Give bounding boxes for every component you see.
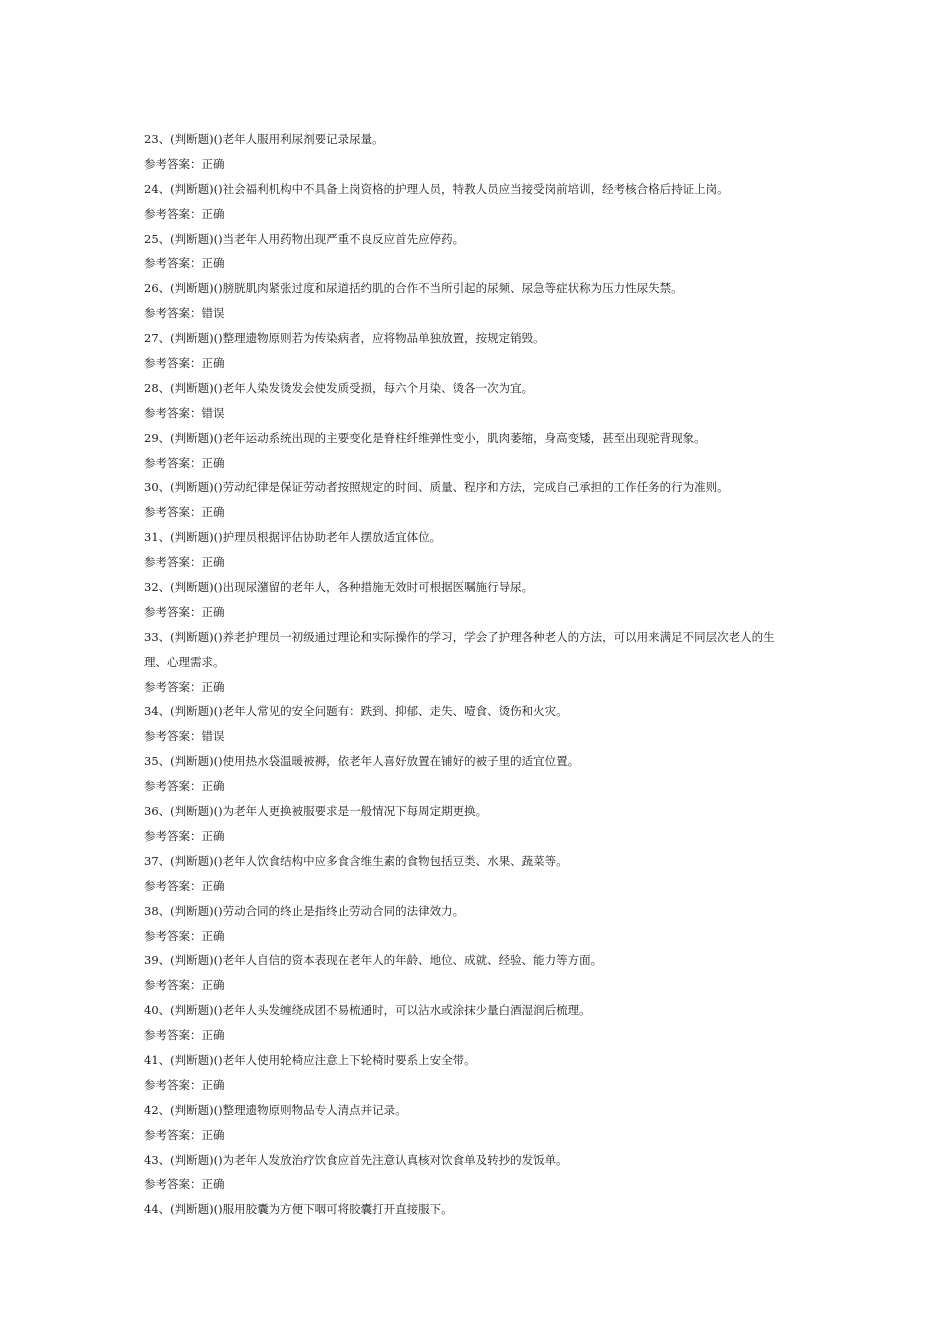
answer-text: 参考答案：正确 <box>144 455 225 470</box>
answer-text: 参考答案：正确 <box>144 878 225 893</box>
answer-text: 参考答案：正确 <box>144 156 225 171</box>
question-text: 38、(判断题)()劳动合同的终止是指终止劳动合同的法律效力。 <box>144 903 465 918</box>
question-text: 32、(判断题)()出现尿潴留的老年人，各种措施无效时可根据医嘱施行导尿。 <box>144 580 534 595</box>
answer-text: 参考答案：正确 <box>144 604 225 619</box>
question-text: 40、(判断题)()老年人头发缠绕成团不易梳通时，可以沾水或涂抹少量白酒湿润后梳理。 <box>144 1003 591 1018</box>
answer-text: 参考答案：正确 <box>144 256 225 271</box>
question-text: 29、(判断题)()老年运动系统出现的主要变化是脊柱纤维弹性变小，肌肉萎缩，身高变矮，甚至出现驼背现象。 <box>144 430 706 445</box>
answer-text: 参考答案：正确 <box>144 928 225 943</box>
answer-text: 参考答案：正确 <box>144 206 225 221</box>
answer-text: 参考答案：正确 <box>144 555 225 570</box>
answer-text: 参考答案：正确 <box>144 356 225 371</box>
question-text: 27、(判断题)()整理遗物原则若为传染病者，应将物品单独放置，按规定销毁。 <box>144 331 545 346</box>
answer-text: 参考答案：正确 <box>144 1127 225 1142</box>
question-text: 44、(判断题)()服用胶囊为方便下咽可将胶囊打开直接服下。 <box>144 1202 453 1217</box>
question-text: 35、(判断题)()使用热水袋温暖被褥，依老年人喜好放置在铺好的被子里的适宜位置。 <box>144 754 580 769</box>
answer-text: 参考答案：错误 <box>144 405 225 420</box>
question-text: 43、(判断题)()为老年人发放治疗饮食应首先注意认真核对饮食单及转抄的发饭单。 <box>144 1152 568 1167</box>
question-text: 31、(判断题)()护理员根据评估协助老年人摆放适宜体位。 <box>144 530 442 545</box>
answer-text: 参考答案：正确 <box>144 779 225 794</box>
answer-text: 参考答案：正确 <box>144 1177 225 1192</box>
answer-text: 参考答案：正确 <box>144 1077 225 1092</box>
question-text-continued: 理、心理需求。 <box>144 654 225 669</box>
question-text: 26、(判断题)()膀胱肌肉紧张过度和尿道括约肌的合作不当所引起的尿频、尿急等症状称为压力性尿失禁。 <box>144 281 683 296</box>
question-text: 42、(判断题)()整理遗物原则物品专人清点并记录。 <box>144 1102 407 1117</box>
question-text: 39、(判断题)()老年人自信的资本表现在老年人的年龄、地位、成就、经验、能力等方面。 <box>144 953 603 968</box>
question-text: 25、(判断题)()当老年人用药物出现严重不良反应首先应停药。 <box>144 231 465 246</box>
question-text: 36、(判断题)()为老年人更换被服要求是一般情况下每周定期更换。 <box>144 804 488 819</box>
answer-text: 参考答案：正确 <box>144 1028 225 1043</box>
answer-text: 参考答案：正确 <box>144 978 225 993</box>
answer-text: 参考答案：错误 <box>144 306 225 321</box>
question-text: 41、(判断题)()老年人使用轮椅应注意上下轮椅时要系上安全带。 <box>144 1052 476 1067</box>
question-text: 34、(判断题)()老年人常见的安全问题有：跌到、抑郁、走失、噎食、烫伤和火灾。 <box>144 704 568 719</box>
answer-text: 参考答案：错误 <box>144 729 225 744</box>
question-text: 23、(判断题)()老年人服用利尿剂要记录尿量。 <box>144 132 384 146</box>
answer-text: 参考答案：正确 <box>144 828 225 843</box>
question-text: 33、(判断题)()养老护理员一初级通过理论和实际操作的学习，学会了护理各种老人的方法，可以用来满足不同层次老人的生 <box>144 629 775 644</box>
question-text: 37、(判断题)()老年人饮食结构中应多食含维生素的食物包括豆类、水果、蔬菜等。 <box>144 853 568 868</box>
question-text: 28、(判断题)()老年人染发烫发会使发质受损，每六个月染、烫各一次为宜。 <box>144 380 534 395</box>
answer-text: 参考答案：正确 <box>144 679 225 694</box>
question-list <box>144 127 816 1222</box>
question-text: 30、(判断题)()劳动纪律是保证劳动者按照规定的时间、质量、程序和方法，完成自己承担的工作任务的行为准则。 <box>144 480 729 495</box>
answer-text: 参考答案：正确 <box>144 505 225 520</box>
question-text: 24、(判断题)()社会福利机构中不具备上岗资格的护理人员，特教人员应当接受岗前培训，经考核合格后持证上岗。 <box>144 181 729 196</box>
